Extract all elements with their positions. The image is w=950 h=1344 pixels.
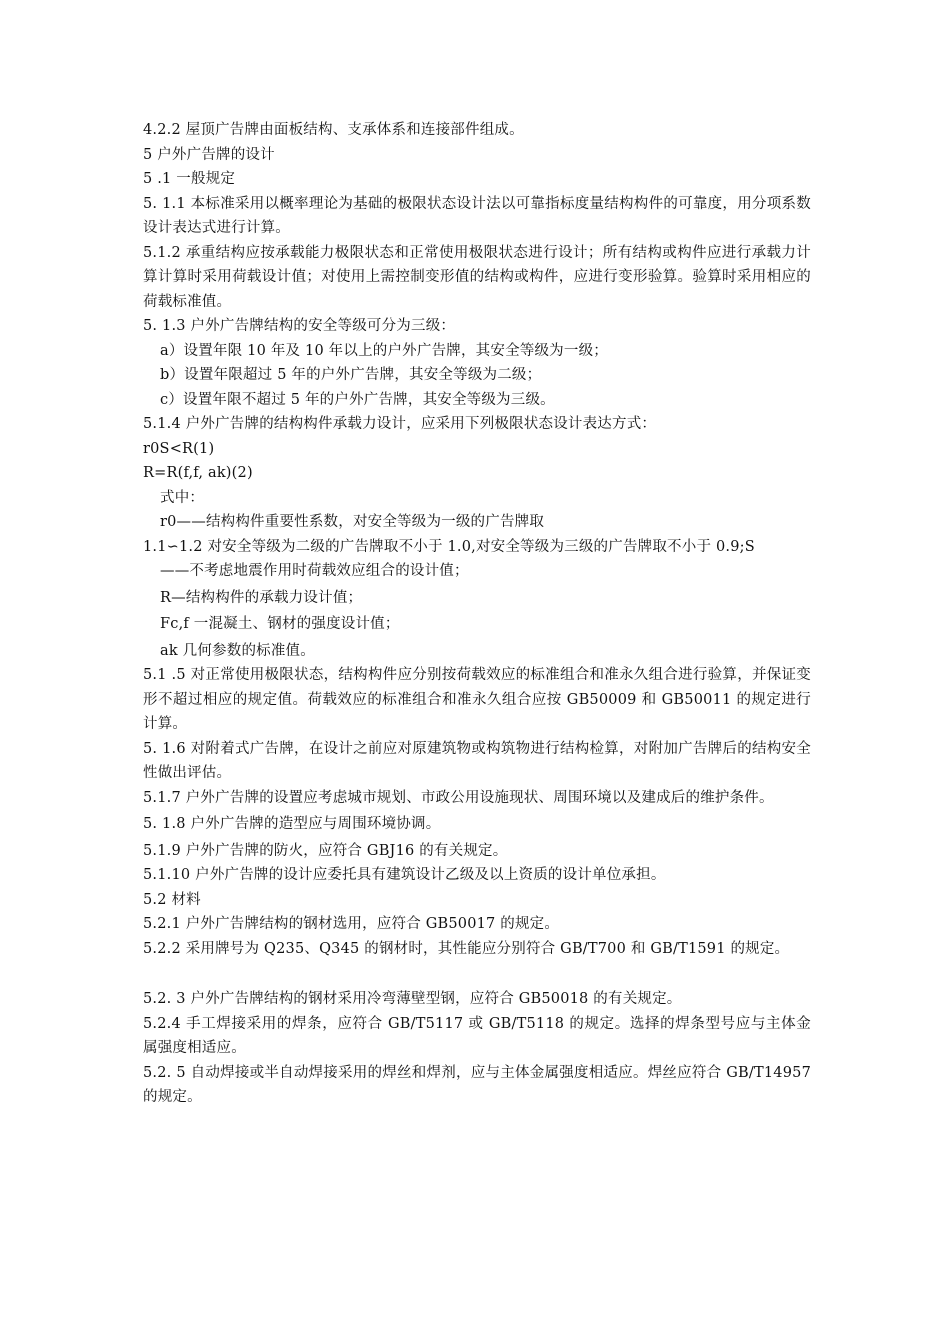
section-5-2-heading: 5.2 材料 <box>143 891 201 908</box>
clause-5-1-6: 5. 1.6 对附着式广告牌，在设计之前应对原建筑物或构筑物进行结构检算，对附加广告牌后的结构安全性做出评估。 <box>143 740 811 781</box>
clause-5-1-1: 5. 1.1 本标准采用以概率理论为基础的极限状态设计法以可靠指标度量结构构件的可靠度，用分项系数设计表达式进行计算。 <box>143 195 811 236</box>
symbol-r0: r0——结构构件重要性系数，对安全等级为一级的广告牌取 <box>160 514 545 530</box>
clause-5-1-3: 5. 1.3 户外广告牌结构的安全等级可分为三级： <box>143 318 456 334</box>
clause-5-2-4: 5.2.4 手工焊接采用的焊条，应符合 GB/T5117 或 GB/T5118 的规定。选择的焊条型号应与主体金属强度相适应。 <box>143 1015 811 1056</box>
clause-5-2-5: 5.2. 5 自动焊接或半自动焊接采用的焊丝和焊剂，应与主体金属强度相适应。焊丝应符合 GB/T14957 的规定。 <box>143 1064 811 1105</box>
symbol-r: R—结构构件的承载力设计值； <box>160 589 363 606</box>
section-5-1-heading: 5 .1 一般规定 <box>143 171 236 187</box>
formula-2: R=R(f,f, ak)(2) <box>143 465 253 481</box>
where-label: 式中： <box>160 489 205 506</box>
clause-5-1-2: 5.1.2 承重结构应按承载能力极限状态和正常使用极限状态进行设计；所有结构或构件应进行承载力计算计算时采用荷载设计值；对使用上需控制变形值的结构或构件，应进行变形验算。验算时采用相应的荷载标准值。 <box>143 244 811 310</box>
list-item-b: b）设置年限超过 5 年的户外广告牌，其安全等级为二级； <box>160 367 542 383</box>
document-body <box>143 118 811 1110</box>
symbol-s: ——不考虑地震作用时荷载效应组合的设计值； <box>160 563 469 579</box>
clause-5-2-1: 5.2.1 户外广告牌结构的钢材选用，应符合 GB50017 的规定。 <box>143 916 560 932</box>
formula-1: r0S<R(1) <box>143 440 215 457</box>
list-item-a: a）设置年限 10 年及 10 年以上的户外广告牌，其安全等级为一级； <box>160 342 608 359</box>
symbol-r0-continued: 1.1∽1.2 对安全等级为二级的广告牌取不小于 1.0,对安全等级为三级的广告牌取不小于 0.9;S <box>143 538 755 555</box>
clause-5-1-5: 5.1 .5 对正常使用极限状态，结构构件应分别按荷载效应的标准组合和准永久组合进行验算，并保证变形不超过相应的规定值。荷载效应的标准组合和准永久组合应按 GB50009 和 GB50011 的规定进行计算。 <box>143 667 811 732</box>
clause-5-1-9: 5.1.9 户外广告牌的防火，应符合 GBJ16 的有关规定。 <box>143 842 508 859</box>
clause-5-2-3: 5.2. 3 户外广告牌结构的钢材采用冷弯薄壁型钢，应符合 GB50018 的有关规定。 <box>143 991 682 1007</box>
clause-5-1-7: 5.1.7 户外广告牌的设置应考虑城市规划、市政公用设施现状、周围环境以及建成后的维护条件。 <box>143 789 774 806</box>
clause-5-1-10: 5.1.10 户外广告牌的设计应委托具有建筑设计乙级及以上资质的设计单位承担。 <box>143 867 666 883</box>
section-5-heading: 5 户外广告牌的设计 <box>143 146 275 163</box>
list-item-c: c）设置年限不超过 5 年的户外广告牌，其安全等级为三级。 <box>160 391 555 408</box>
clause-4-2-2: 4.2.2 屋顶广告牌由面板结构、支承体系和连接部件组成。 <box>143 122 524 138</box>
clause-5-1-4: 5.1.4 户外广告牌的结构构件承载力设计，应采用下列极限状态设计表达方式： <box>143 416 657 432</box>
clause-5-2-2: 5.2.2 采用牌号为 Q235、Q345 的钢材时，其性能应分别符合 GB/T700 和 GB/T1591 的规定。 <box>143 940 790 957</box>
symbol-fc-f: Fc,f 一混凝土、钢材的强度设计值； <box>160 616 400 632</box>
clause-5-1-8: 5. 1.8 户外广告牌的造型应与周围环境协调。 <box>143 816 441 832</box>
symbol-ak: ak 几何参数的标准值。 <box>160 642 315 659</box>
